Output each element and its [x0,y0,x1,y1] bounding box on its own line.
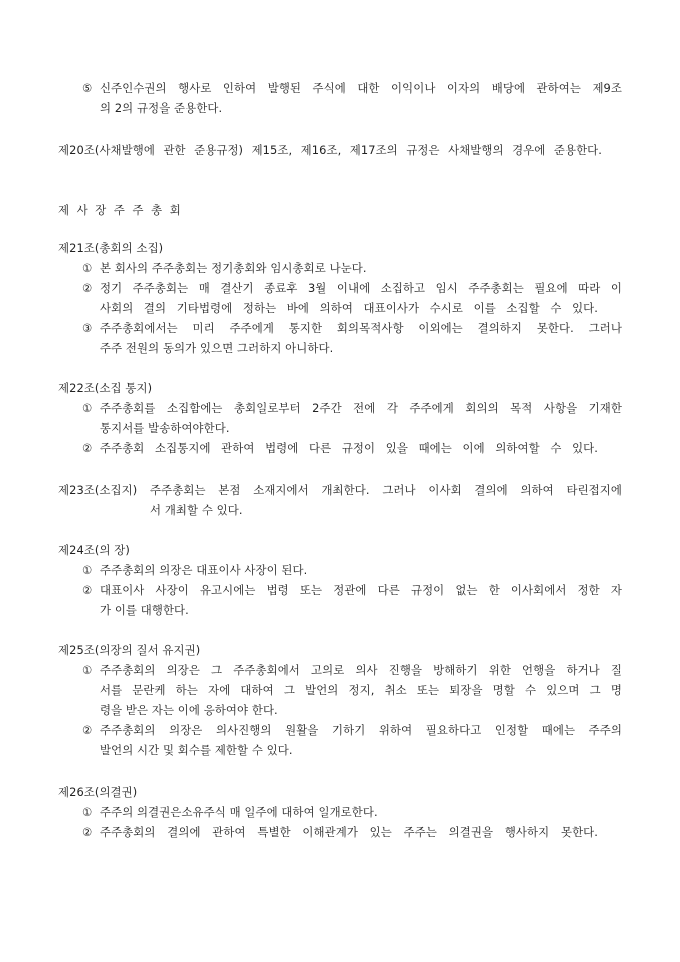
article-23-text-line: 서 개최할 수 있다. [150,503,243,517]
paragraph-number: ① [82,663,93,677]
article-text-line: 주주총회의 의장은 그 주주총회에서 고의로 의사 진행을 방해하기 위한 언행을 하거나 질 [100,663,622,677]
article-title: 제24조(의 장) [58,543,130,557]
paragraph-number: ① [82,563,93,577]
paragraph-number: ① [82,401,93,415]
article-text-line: 령을 받은 자는 이에 응하여야 한다. [100,703,278,717]
article-text-line: 주주총회를 소집함에는 총회일로부터 2주간 전에 각 주주에게 회의의 목적 사항을 기재한 [100,401,622,415]
article-text-line: 가 이를 대행한다. [100,603,189,617]
article-text-line: 정기 주주총회는 매 결산기 종료후 3월 이내에 소집하고 임시 주주총회는 필요에 따라 이 [100,281,622,295]
paragraph-number: ⑤ [82,81,93,95]
article-title: 제22조(소집 통지) [58,381,153,395]
article-23-text-line: 제23조(소집지) 주주총회는 본점 소재지에서 개최한다. 그러나 이사회 결의에 의하여 타린접지에 [58,483,622,497]
paragraph-number: ② [82,441,93,455]
article-title: 제21조(총회의 소집) [58,241,164,255]
paragraph-number: ② [82,825,93,839]
article-text-line: 대표이사 사장이 유고시에는 법령 또는 정관에 다른 규정이 없는 한 이사회에서 정한 자 [100,583,622,597]
article-text-line: 주주총회의 결의에 관하여 특별한 이해관계가 있는 주주는 의결권을 행사하지 못한다. [100,825,598,839]
paragraph-number: ① [82,805,93,819]
article-text-line: 서를 문란케 하는 자에 대하여 그 발언의 정지, 취소 또는 퇴장을 명할 수 있으며 그 명 [100,683,622,697]
article-text-line: 주주총회의 의장은 의사진행의 원활을 기하기 위하여 필요하다고 인정할 때에는 주주의 [100,723,622,737]
article-text-line: 신주인수권의 행사로 인하여 발행된 주식에 대한 이익이나 이자의 배당에 관하여는 제9조 [100,81,622,95]
article-text-line: 주주총회 소집통지에 관하여 법령에 다른 규정이 있을 때에는 이에 의하여할 수 있다. [100,441,598,455]
article-text-line: 주주총회의 의장은 대표이사 사장이 된다. [100,563,308,577]
article-title: 제25조(의장의 질서 유지권) [58,643,201,657]
paragraph-number: ② [82,723,93,737]
paragraph-number: ③ [82,321,93,335]
article-text-line: 주주 전원의 동의가 있으면 그러하지 아니하다. [100,341,334,355]
paragraph-number: ② [82,281,93,295]
article-text-line: 주주의 의결권은소유주식 매 일주에 대하여 일개로한다. [100,805,378,819]
article-text-line: 주주총회에서는 미리 주주에게 통지한 회의목적사항 이외에는 결의하지 못한다. 그러나 [100,321,622,335]
paragraph-number: ② [82,583,93,597]
article-text-line: 사회의 결의 기타법령에 정하는 바에 의하여 대표이사가 수시로 이를 소집할 수 있다. [100,301,598,315]
chapter-heading: 제 사 장 주 주 총 회 [58,203,183,217]
article-text-line: 의 2의 규정을 준용한다. [100,101,223,115]
article-text-line: 통지서를 발송하여야한다. [100,421,230,435]
paragraph-number: ① [82,261,93,275]
article-20-text: 제20조(사채발행에 관한 준용규정) 제15조, 제16조, 제17조의 규정은 사채발행의 경우에 준용한다. [58,143,602,157]
article-text-line: 발언의 시간 및 회수를 제한할 수 있다. [100,743,293,757]
article-text-line: 본 회사의 주주총회는 정기총회와 임시총회로 나눈다. [100,261,367,275]
article-title: 제26조(의결권) [58,785,138,799]
